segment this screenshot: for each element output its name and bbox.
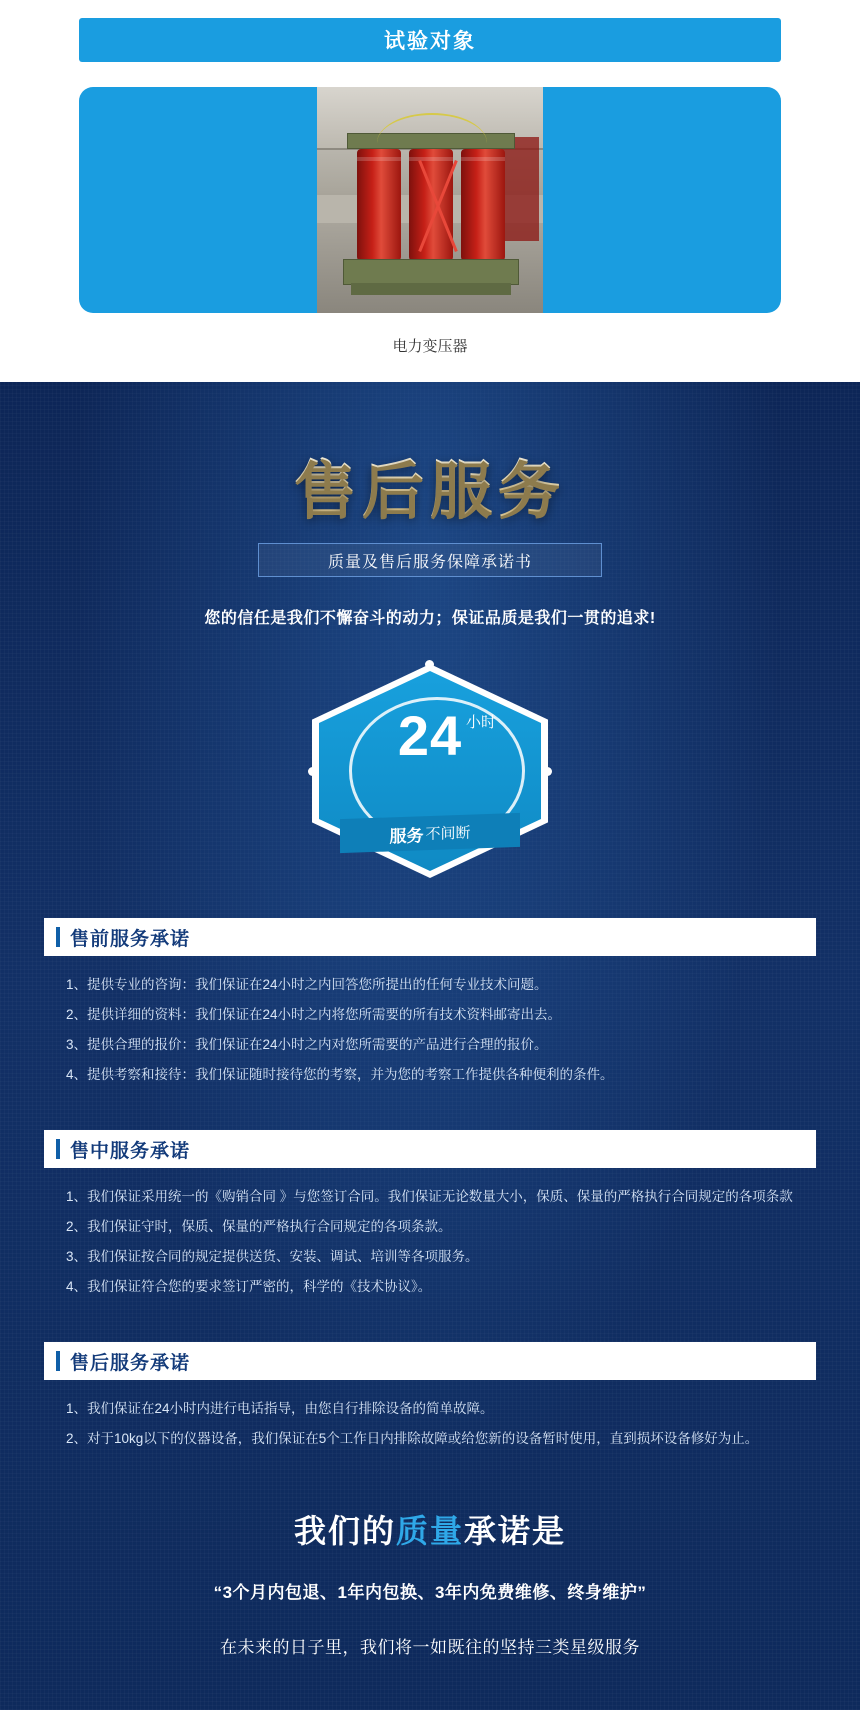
badge-unit-text: 小时: [465, 714, 496, 731]
quality-prefix: 我们的: [293, 1513, 396, 1549]
list-item: 4、我们保证符合您的要求签订严密的，科学的《技术协议》。: [66, 1279, 432, 1294]
list-item: 1、我们保证在24小时内进行电话指导，由您自行排除设备的简单故障。: [66, 1401, 494, 1416]
quality-promise-line-2: 在未来的日子里，我们将一如既往的坚持三类星级服务: [220, 1638, 640, 1657]
list-item: 3、提供合理的报价：我们保证在24小时之内对您所需要的产品进行合理的报价。: [66, 1037, 548, 1052]
list-item: 2、对于10kg以下的仪器设备，我们保证在5个工作日内排除故障或给您新的设备暂时使用，直到损坏设备修好为止。: [66, 1431, 759, 1446]
quality-suffix: 承诺是: [464, 1513, 567, 1549]
after-sales-subtitle-ribbon: [258, 543, 602, 577]
after-sales-heading: 售后服务: [0, 440, 860, 529]
list-item: 2、提供详细的资料：我们保证在24小时之内将您所需要的所有技术资料邮寄出去。: [66, 1007, 562, 1022]
during-sales-heading: 售中服务承诺: [70, 1140, 191, 1162]
service-24h-badge: [312, 664, 548, 878]
badge-ribbon-bold: 服务: [389, 825, 424, 846]
pre-sales-block: [44, 918, 816, 1090]
photo-base-frame: [343, 259, 519, 285]
post-sales-body: [44, 1380, 816, 1454]
list-item: 4、提供考察和接待：我们保证随时接待您的考察，并为您的考察工作提供各种便利的条件。: [66, 1067, 614, 1082]
badge-unit: [466, 714, 496, 731]
test-object-section: [0, 0, 860, 382]
test-object-photo-frame: [79, 87, 781, 313]
photo-x-mark: [409, 157, 467, 255]
post-sales-heading: 售后服务承诺: [70, 1352, 191, 1374]
quality-promise-line-1: “3个月内包退、1年内包换、3年内免费维修、终身维护”: [213, 1583, 647, 1602]
transformer-photo: [317, 87, 543, 313]
badge-number: 24: [397, 704, 463, 767]
photo-caption: 电力变压器: [392, 338, 468, 355]
during-sales-body: [44, 1168, 816, 1302]
list-item: 1、提供专业的咨询：我们保证在24小时之内回答您所提出的任何专业技术问题。: [66, 977, 548, 992]
during-sales-heading-bar: [44, 1130, 816, 1168]
pre-sales-body: [44, 956, 816, 1090]
pre-sales-heading: 售前服务承诺: [70, 928, 191, 950]
list-item: 2、我们保证守时，保质、保量的严格执行合同规定的各项条款。: [66, 1219, 452, 1234]
after-sales-section: [0, 382, 860, 1710]
after-sales-subtitle: 质量及售后服务保障承诺书: [327, 553, 532, 571]
badge-ribbon-thin: 不间断: [425, 824, 471, 843]
post-sales-heading-bar: [44, 1342, 816, 1380]
badge-ribbon: [340, 813, 520, 853]
quality-promise-heading: [0, 1506, 860, 1552]
list-item: 3、我们保证按合同的规定提供送货、安装、调试、培训等各项服务。: [66, 1249, 479, 1264]
photo-coil-1: [357, 149, 401, 261]
photo-base-rail: [351, 283, 511, 295]
post-sales-block: [44, 1342, 816, 1454]
test-object-title-bar: [79, 18, 781, 62]
quality-highlight: 质量: [395, 1513, 464, 1549]
during-sales-block: [44, 1130, 816, 1302]
after-sales-slogan: 您的信任是我们不懈奋斗的动力；保证品质是我们一贯的追求!: [204, 610, 656, 627]
test-object-title: 试验对象: [384, 30, 476, 53]
list-item: 1、我们保证采用统一的《购销合同 》与您签订合同。我们保证无论数量大小，保质、保量的严格执行合同规定的各项条款: [66, 1189, 793, 1204]
photo-coil-3: [461, 149, 505, 261]
pre-sales-heading-bar: [44, 918, 816, 956]
